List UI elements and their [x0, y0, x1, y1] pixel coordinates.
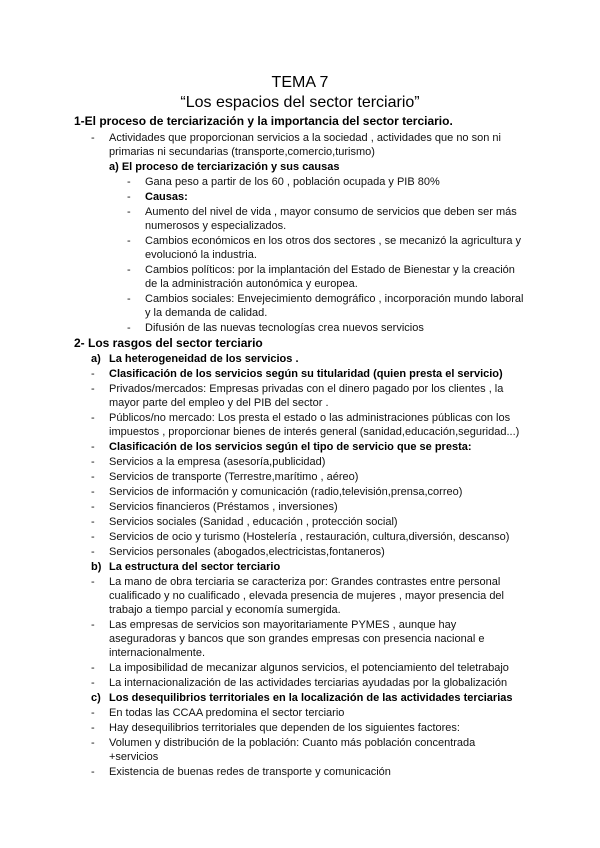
bullet-mark: -	[91, 383, 95, 395]
list-item: Cambios económicos en los otros dos sectores , se mecanizó la agricultura y	[145, 235, 522, 247]
subsection-a-heading: a) El proceso de terciarización y sus causas	[109, 161, 340, 173]
bullet-mark: -	[91, 486, 95, 498]
bullet-mark: -	[91, 471, 95, 483]
bullet-mark: -	[91, 766, 95, 778]
bullet-mark: -	[91, 516, 95, 528]
list-item: Volumen y distribución de la población: Cuanto más población concentrada	[109, 737, 476, 749]
bullet-mark: -	[91, 576, 95, 588]
list-item: Servicios personales (abogados,electricistas,fontaneros)	[109, 546, 385, 558]
document-subtitle: “Los espacios del sector terciario”	[180, 94, 420, 111]
subsection-heading-c: Los desequilibrios territoriales en la localización de las actividades terciarias	[109, 692, 513, 704]
bullet-mark: -	[91, 412, 95, 424]
list-item: Las empresas de servicios son mayoritariamente PYMES , aunque hay	[109, 619, 457, 631]
list-item: Cambios sociales: Envejecimiento demográfico , incorporación mundo laboral	[145, 293, 524, 305]
list-item: Servicios de transporte (Terrestre,marítimo , aéreo)	[109, 471, 359, 483]
list-item-continuation: mayor parte del empleo y del PIB del sector .	[109, 397, 329, 409]
bullet-mark: -	[127, 206, 131, 218]
section-1-heading: 1-El proceso de terciarización y la importancia del sector terciario.	[74, 114, 453, 128]
list-item-continuation: internacionalmente.	[109, 647, 206, 659]
bullet-mark: -	[91, 441, 95, 453]
list-item: La mano de obra terciaria se caracteriza por: Grandes contrastes entre personal	[109, 576, 501, 588]
bullet-mark: -	[127, 235, 131, 247]
bullet-mark: -	[91, 677, 95, 689]
list-item-continuation: numerosos y especializados.	[145, 220, 287, 232]
list-item: En todas las CCAA predomina el sector terciario	[109, 707, 345, 719]
bullet-mark: -	[91, 531, 95, 543]
intro-line-2: primarias ni secundarias (transporte,comercio,turismo)	[109, 146, 375, 158]
bullet-mark: -	[91, 737, 95, 749]
subsection-heading-b: La estructura del sector terciario	[109, 561, 281, 573]
bullet-mark: -	[91, 722, 95, 734]
list-marker-b: b)	[91, 561, 102, 573]
list-marker-c: c)	[91, 692, 101, 704]
subsection-heading-a: La heterogeneidad de los servicios .	[109, 353, 299, 365]
list-item: Existencia de buenas redes de transporte y comunicación	[109, 766, 391, 778]
bullet-mark: -	[127, 293, 131, 305]
list-item-continuation: impuestos , proporcionar bienes de interés general (sanidad,educación,seguridad...)	[109, 426, 520, 438]
list-item: Privados/mercados: Empresas privadas con el dinero pagado por los clientes , la	[109, 383, 504, 395]
list-item: Cambios políticos: por la implantación del Estado de Bienestar y la creación	[145, 264, 515, 276]
bullet-mark: -	[91, 707, 95, 719]
list-item: La imposibilidad de mecanizar algunos servicios, el potenciamiento del teletrabajo	[109, 662, 509, 674]
list-item-continuation: de la administración autonómica y europea.	[145, 278, 358, 290]
bullet-mark: -	[91, 368, 95, 380]
list-item: Difusión de las nuevas tecnologías crea nuevos servicios	[145, 322, 424, 334]
list-item: Públicos/no mercado: Los presta el estado o las administraciones públicas con los	[109, 412, 511, 424]
intro-line-1: Actividades que proporcionan servicios a la sociedad , actividades que no son ni	[109, 132, 501, 144]
list-item-continuation: y la demanda de calidad.	[145, 307, 268, 319]
list-item: Servicios financieros (Préstamos , inversiones)	[109, 501, 338, 513]
list-item: Aumento del nivel de vida , mayor consumo de servicios que deben ser más	[145, 206, 517, 218]
bullet-mark: -	[91, 546, 95, 558]
list-item: Gana peso a partir de los 60 , población ocupada y PIB 80%	[145, 176, 440, 188]
list-item: Clasificación de los servicios según su titularidad (quien presta el servicio)	[109, 368, 503, 380]
bullet-mark: -	[91, 132, 95, 144]
bullet-mark: -	[127, 322, 131, 334]
list-item-continuation: evolucionó la industria.	[145, 249, 257, 261]
list-item-continuation: trabajo a tiempo parcial y economía sumergida.	[109, 604, 341, 616]
list-marker-a: a)	[91, 353, 101, 365]
list-item: Servicios a la empresa (asesoría,publicidad)	[109, 456, 326, 468]
section-2-heading: 2- Los rasgos del sector terciario	[74, 336, 263, 350]
list-item: La internacionalización de las actividades terciarias ayudadas por la globalización	[109, 677, 508, 689]
bullet-mark: -	[91, 501, 95, 513]
list-item: Servicios de información y comunicación (radio,televisión,prensa,correo)	[109, 486, 463, 498]
bullet-mark: -	[127, 176, 131, 188]
list-item: Servicios de ocio y turismo (Hostelería , restauración, cultura,diversión, descanso)	[109, 531, 510, 543]
list-item: Clasificación de los servicios según el tipo de servicio que se presta:	[109, 441, 472, 453]
list-item: Causas:	[145, 191, 188, 203]
bullet-mark: -	[91, 619, 95, 631]
list-item: Servicios sociales (Sanidad , educación , protección social)	[109, 516, 398, 528]
list-item-continuation: aseguradoras y bancos que son grandes empresas con presencia nacional e	[109, 633, 485, 645]
list-item: Hay desequilibrios territoriales que dependen de los siguientes factores:	[109, 722, 460, 734]
list-item-continuation: +servicios	[109, 751, 159, 763]
list-item-continuation: cualificado y no cualificado , elevada presencia de mujeres , mayor presencia del	[109, 590, 504, 602]
document-title: TEMA 7	[271, 74, 329, 91]
bullet-mark: -	[127, 264, 131, 276]
bullet-mark: -	[127, 191, 131, 203]
bullet-mark: -	[91, 456, 95, 468]
bullet-mark: -	[91, 662, 95, 674]
